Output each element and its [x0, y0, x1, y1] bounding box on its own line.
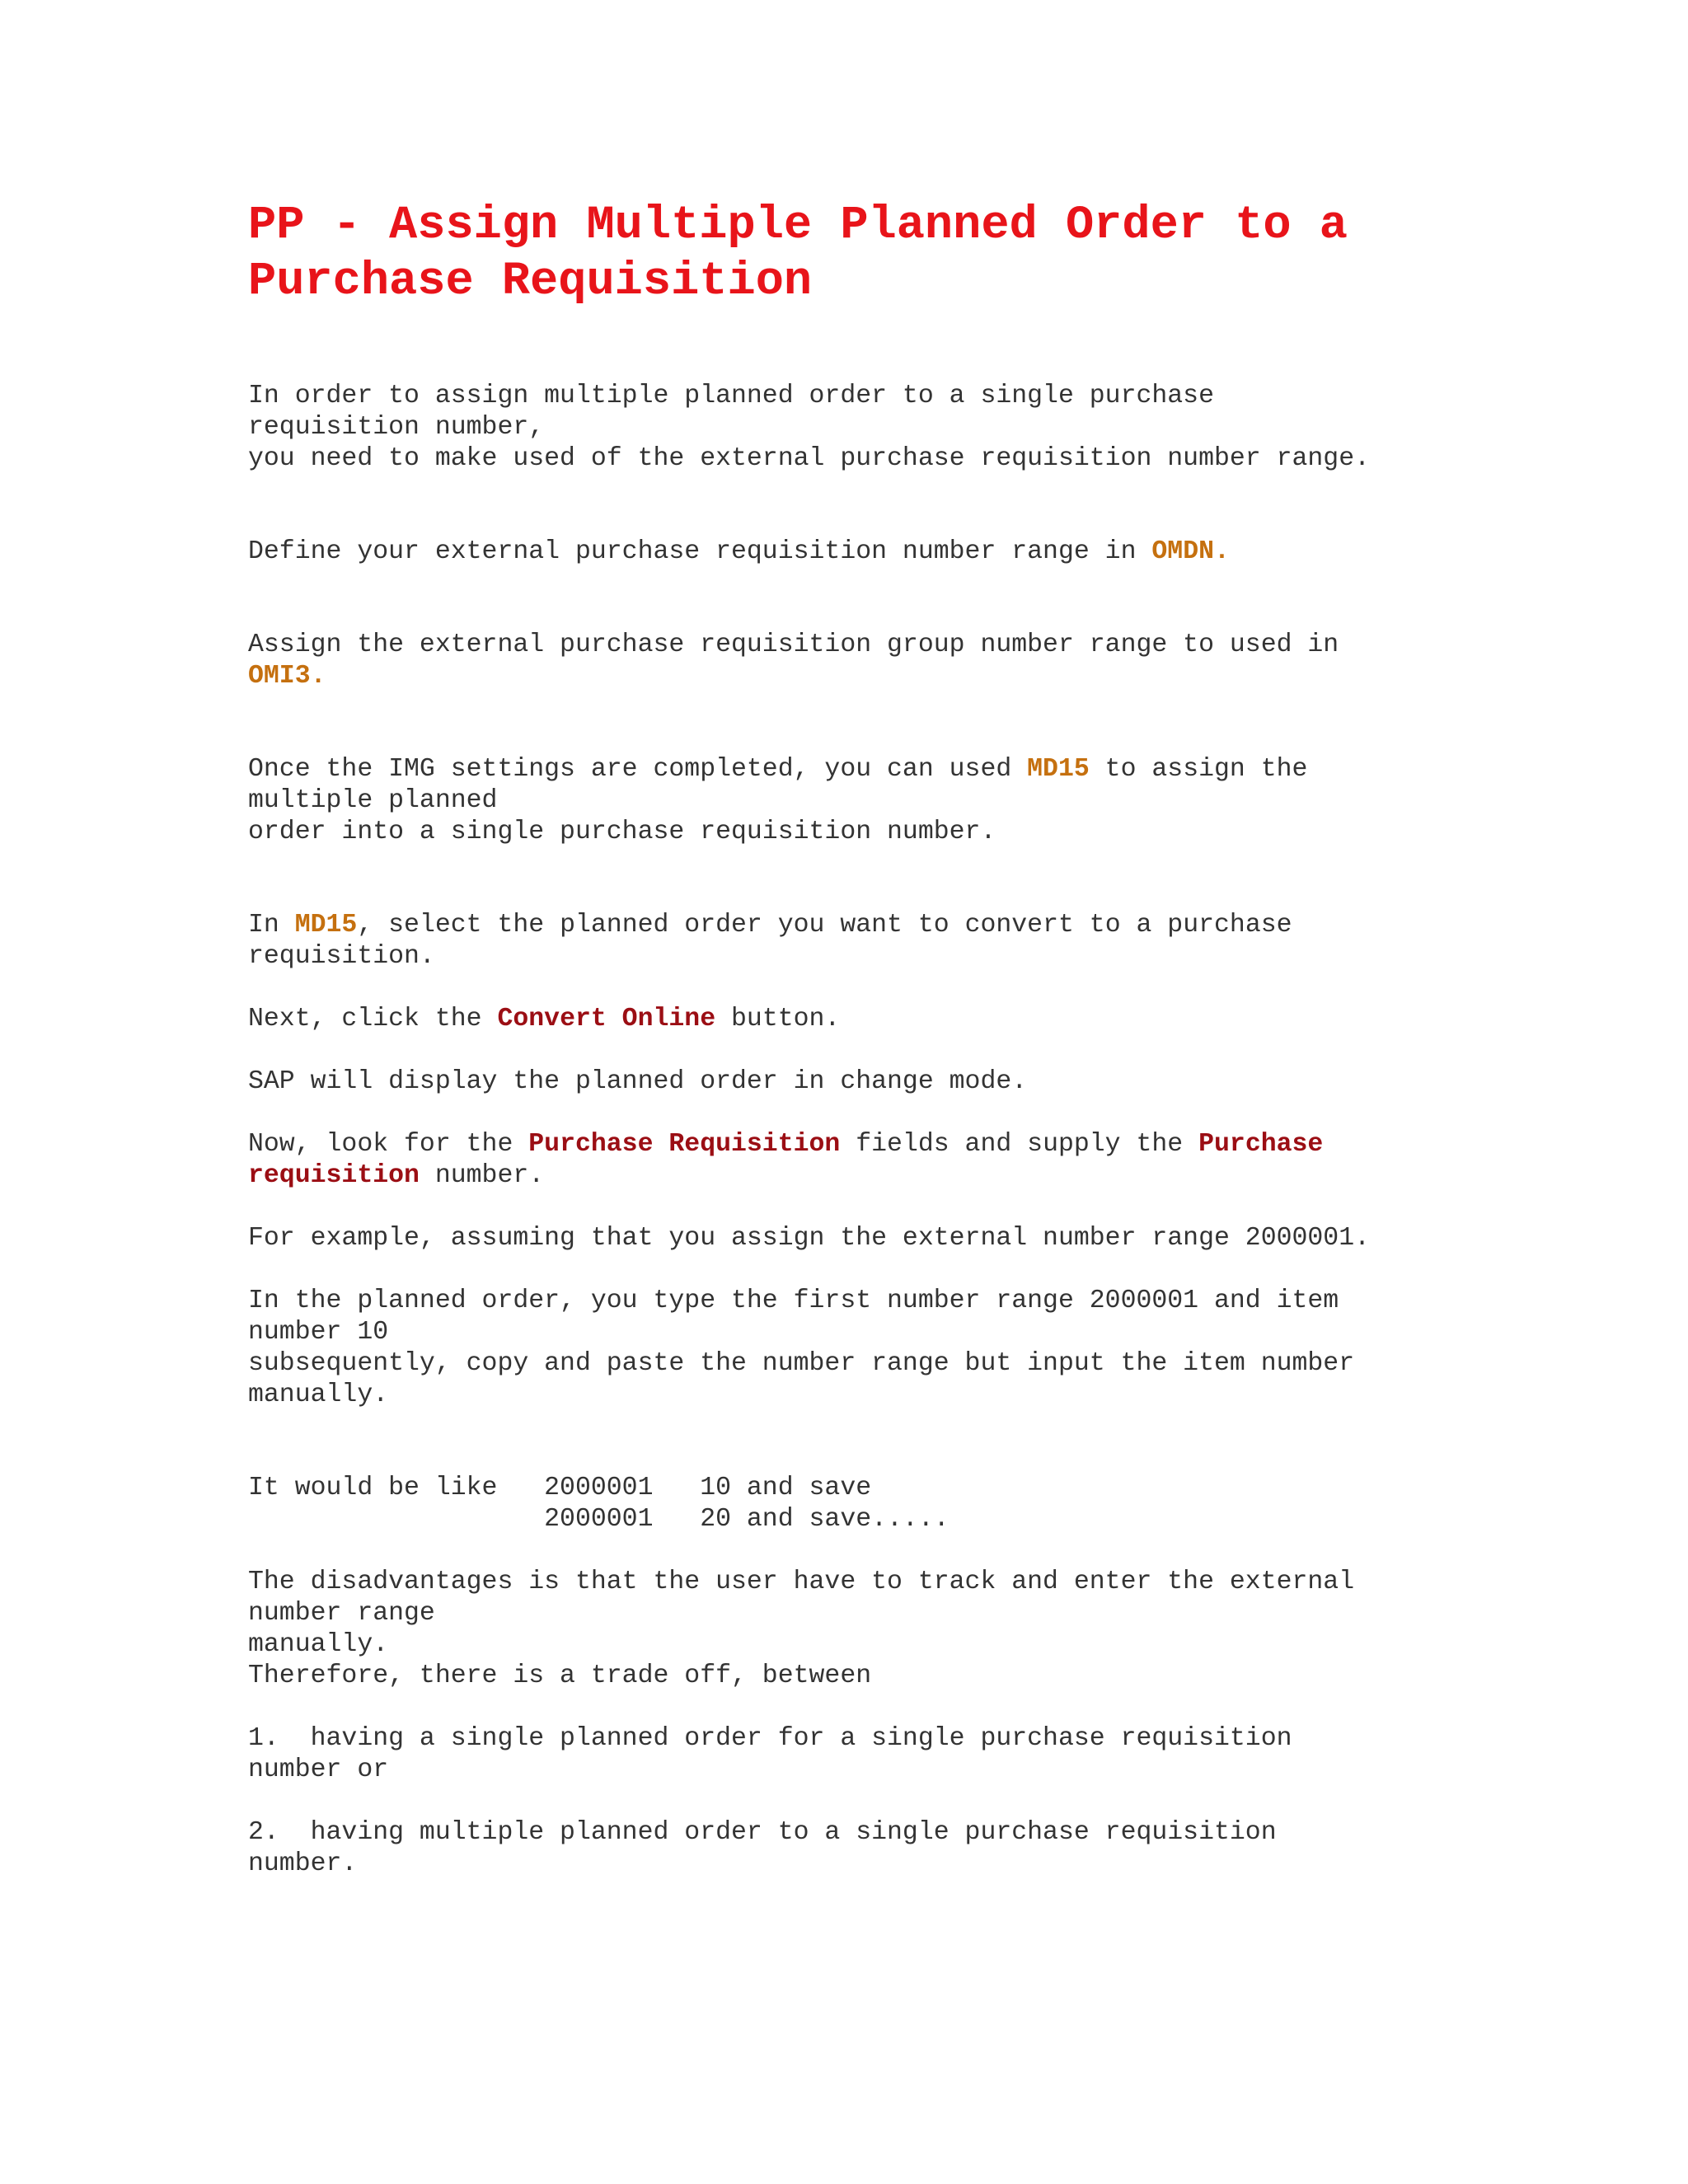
planned-line-3: subsequently, copy and paste the number range but input the item number — [248, 1349, 1355, 1378]
md15-pre: In — [248, 911, 295, 940]
option-1 — [248, 1723, 1451, 1786]
define-line — [248, 537, 1451, 568]
display-paragraph — [248, 1066, 1451, 1098]
now-paragraph — [248, 1129, 1451, 1192]
next-line — [248, 1004, 1451, 1035]
tcode-md15: MD15 — [1027, 755, 1090, 784]
now-mid: fields and supply the — [840, 1130, 1199, 1159]
md15-line-2: requisition. — [248, 942, 435, 971]
md15-paragraph — [248, 910, 1451, 972]
once-line-2: multiple planned — [248, 786, 498, 815]
now-post: number. — [419, 1161, 545, 1190]
disadvantage-paragraph — [248, 1567, 1451, 1692]
option-1-line-1: 1. having a single planned order for a single purchase requisition — [248, 1724, 1292, 1753]
field-purchase-word: Purchase — [1198, 1130, 1324, 1159]
next-paragraph — [248, 1004, 1451, 1035]
assign-line-1: Assign the external purchase requisition group number range to used in — [248, 630, 1339, 659]
disadvantage-line-1: The disadvantages is that the user have to track and enter the external — [248, 1568, 1355, 1596]
like-paragraph — [248, 1473, 1451, 1535]
option-2-line-1: 2. having multiple planned order to a single purchase requisition — [248, 1818, 1277, 1847]
option-2 — [248, 1817, 1451, 1880]
intro-paragraph — [248, 381, 1451, 475]
field-purchase-requisition: Purchase Requisition — [528, 1130, 841, 1159]
page-title — [248, 198, 1451, 310]
intro-line-2: requisition number, — [248, 413, 545, 442]
now-pre: Now, look for the — [248, 1130, 529, 1159]
once-pre: Once the IMG settings are completed, you can used — [248, 755, 1028, 784]
like-line-1: It would be like 2000001 10 and save — [248, 1474, 872, 1502]
once-line-3: order into a single purchase requisition number. — [248, 818, 996, 846]
assign-paragraph — [248, 630, 1451, 692]
field-requisition-word: requisition — [248, 1161, 420, 1190]
now-line-2 — [248, 1160, 1451, 1192]
once-post: to assign the — [1089, 755, 1308, 784]
disadvantage-line-3: manually. — [248, 1630, 389, 1659]
assign-line-2 — [248, 661, 1451, 692]
disadvantage-line-4: Therefore, there is a trade off, between — [248, 1661, 872, 1690]
planned-line-1: In the planned order, you type the first number range 2000001 and item — [248, 1286, 1339, 1315]
title-line-2: Purchase Requisition — [248, 255, 813, 308]
document-body — [248, 198, 1451, 1880]
next-pre: Next, click the — [248, 1005, 498, 1033]
planned-line-2: number 10 — [248, 1318, 389, 1347]
intro-line-3: you need to make used of the external purchase requisition number range. — [248, 444, 1371, 473]
now-line-1 — [248, 1129, 1451, 1160]
title-line-1: PP - Assign Multiple Planned Order to a — [248, 199, 1348, 252]
display-line: SAP will display the planned order in change mode. — [248, 1067, 1028, 1096]
option-2-line-2: number. — [248, 1849, 358, 1878]
disadvantage-line-2: number range — [248, 1599, 435, 1628]
tcode-omdn: OMDN. — [1151, 537, 1230, 566]
next-post: button. — [715, 1005, 841, 1033]
example-line: For example, assuming that you assign the external number range 2000001. — [248, 1224, 1371, 1253]
planned-paragraph — [248, 1286, 1451, 1411]
option-1-line-2: number or — [248, 1755, 389, 1784]
planned-line-4: manually. — [248, 1380, 389, 1409]
like-line-2: 2000001 20 and save..... — [248, 1505, 950, 1534]
once-line-1 — [248, 754, 1451, 785]
tcode-md15-second: MD15 — [294, 911, 358, 940]
tcode-omi3: OMI3. — [248, 662, 326, 691]
once-paragraph — [248, 754, 1451, 848]
md15-post: , select the planned order you want to convert to a purchase — [357, 911, 1292, 940]
define-text: Define your external purchase requisition number range in — [248, 537, 1152, 566]
define-paragraph — [248, 537, 1451, 568]
convert-online-label: Convert Online — [497, 1005, 716, 1033]
md15-line-1 — [248, 910, 1451, 941]
example-paragraph — [248, 1223, 1451, 1254]
intro-line-1: In order to assign multiple planned order to a single purchase — [248, 382, 1214, 410]
